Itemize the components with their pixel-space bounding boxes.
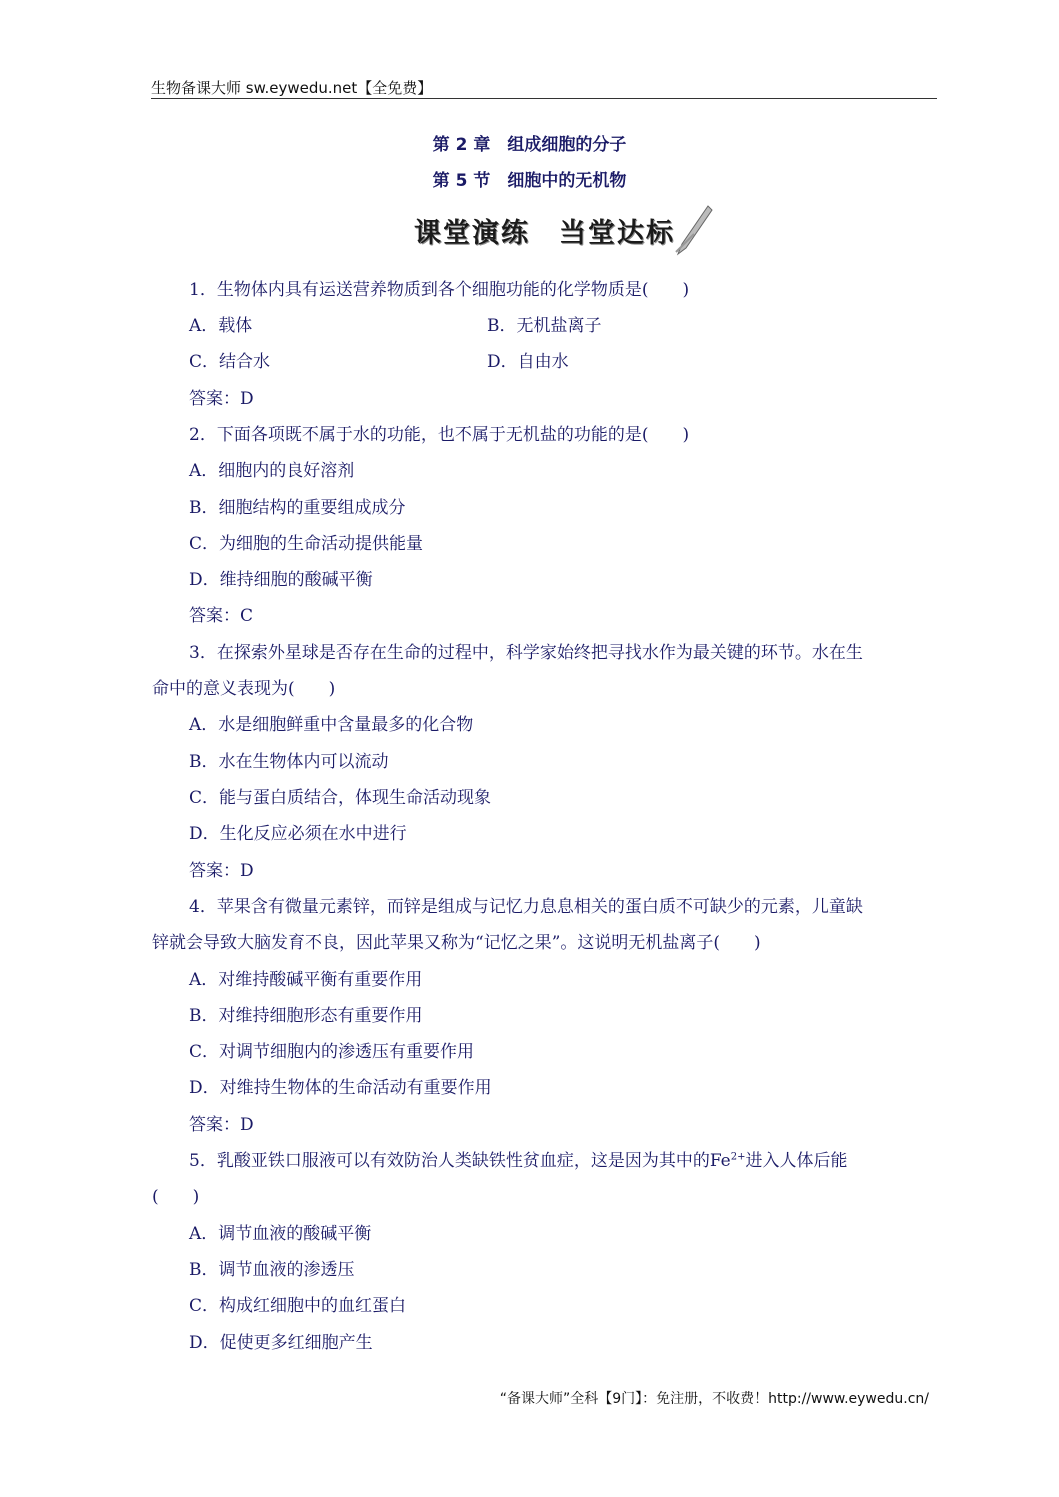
superscript-charge: 2+ — [730, 1151, 746, 1163]
question-5-option-d: D．促使更多红细胞产生 — [189, 1333, 373, 1353]
page-footer: “备课大师”全科【9门】：免注册，不收费！http://www.eywedu.cn/ — [499, 1391, 929, 1407]
question-5-option-b: B．调节血液的渗透压 — [189, 1260, 355, 1280]
question-4-option-c: C．对调节细胞内的渗透压有重要作用 — [189, 1042, 475, 1062]
pen-icon — [674, 204, 714, 256]
question-4-stem-line1: 4．苹果含有微量元素锌，而锌是组成与记忆力息息相关的蛋白质不可缺少的元素，儿童缺 — [189, 897, 863, 917]
question-4-option-b: B．对维持细胞形态有重要作用 — [189, 1006, 423, 1026]
question-3-option-a: A．水是细胞鲜重中含量最多的化合物 — [189, 715, 474, 735]
question-3-stem-line1: 3．在探索外星球是否存在生命的过程中，科学家始终把寻找水作为最关键的环节。水在生 — [189, 643, 863, 663]
section-title: 第 5 节 细胞中的无机物 — [432, 171, 627, 191]
question-3-option-c: C．能与蛋白质结合，体现生命活动现象 — [189, 788, 492, 808]
page-header: 生物备课大师 sw.eywedu.net【全免费】 — [151, 79, 433, 97]
question-4-option-d: D．对维持生物体的生命活动有重要作用 — [189, 1078, 492, 1098]
question-5-option-c: C．构成红细胞中的血红蛋白 — [189, 1296, 407, 1316]
question-5-stem-line1 — [189, 1146, 848, 1171]
question-4-stem-line2: 锌就会导致大脑发育不良，因此苹果又称为“记忆之果”。这说明无机盐离子( ) — [152, 933, 761, 953]
question-5-stem-line2: ( ) — [152, 1187, 200, 1207]
question-5-stem-part1: 5．乳酸亚铁口服液可以有效防治人类缺铁性贫血症，这是因为其中的Fe — [189, 1151, 731, 1171]
question-1-stem: 1．生物体内具有运送营养物质到各个细胞功能的化学物质是( ) — [189, 280, 690, 300]
question-3-option-b: B．水在生物体内可以流动 — [189, 752, 389, 772]
question-2-option-d: D．维持细胞的酸碱平衡 — [189, 570, 373, 590]
question-1-option-c: C．结合水 — [189, 352, 271, 372]
question-2-option-a: A．细胞内的良好溶剂 — [189, 461, 355, 481]
question-2-answer: 答案：C — [189, 606, 254, 626]
section-banner — [406, 204, 712, 256]
question-3-stem-line2: 命中的意义表现为( ) — [152, 679, 336, 699]
question-1-option-b: B．无机盐离子 — [487, 316, 602, 336]
question-2-option-c: C．为细胞的生命活动提供能量 — [189, 534, 424, 554]
question-2-option-b: B．细胞结构的重要组成成分 — [189, 498, 406, 518]
question-1-answer: 答案：D — [189, 389, 254, 409]
question-2-stem: 2．下面各项既不属于水的功能，也不属于无机盐的功能的是( ) — [189, 425, 690, 445]
chapter-title: 第 2 章 组成细胞的分子 — [432, 135, 627, 155]
question-5-stem-part2: 进入人体后能 — [745, 1151, 848, 1171]
question-1-option-d: D．自由水 — [487, 352, 569, 372]
question-1-option-a: A．载体 — [189, 316, 253, 336]
banner-text: 课堂演练 当堂达标 — [414, 218, 675, 249]
question-4-option-a: A．对维持酸碱平衡有重要作用 — [189, 970, 423, 990]
question-3-answer: 答案：D — [189, 861, 254, 881]
header-rule — [151, 98, 937, 99]
question-5-option-a: A．调节血液的酸碱平衡 — [189, 1224, 372, 1244]
question-4-answer: 答案：D — [189, 1115, 254, 1135]
question-3-option-d: D．生化反应必须在水中进行 — [189, 824, 407, 844]
